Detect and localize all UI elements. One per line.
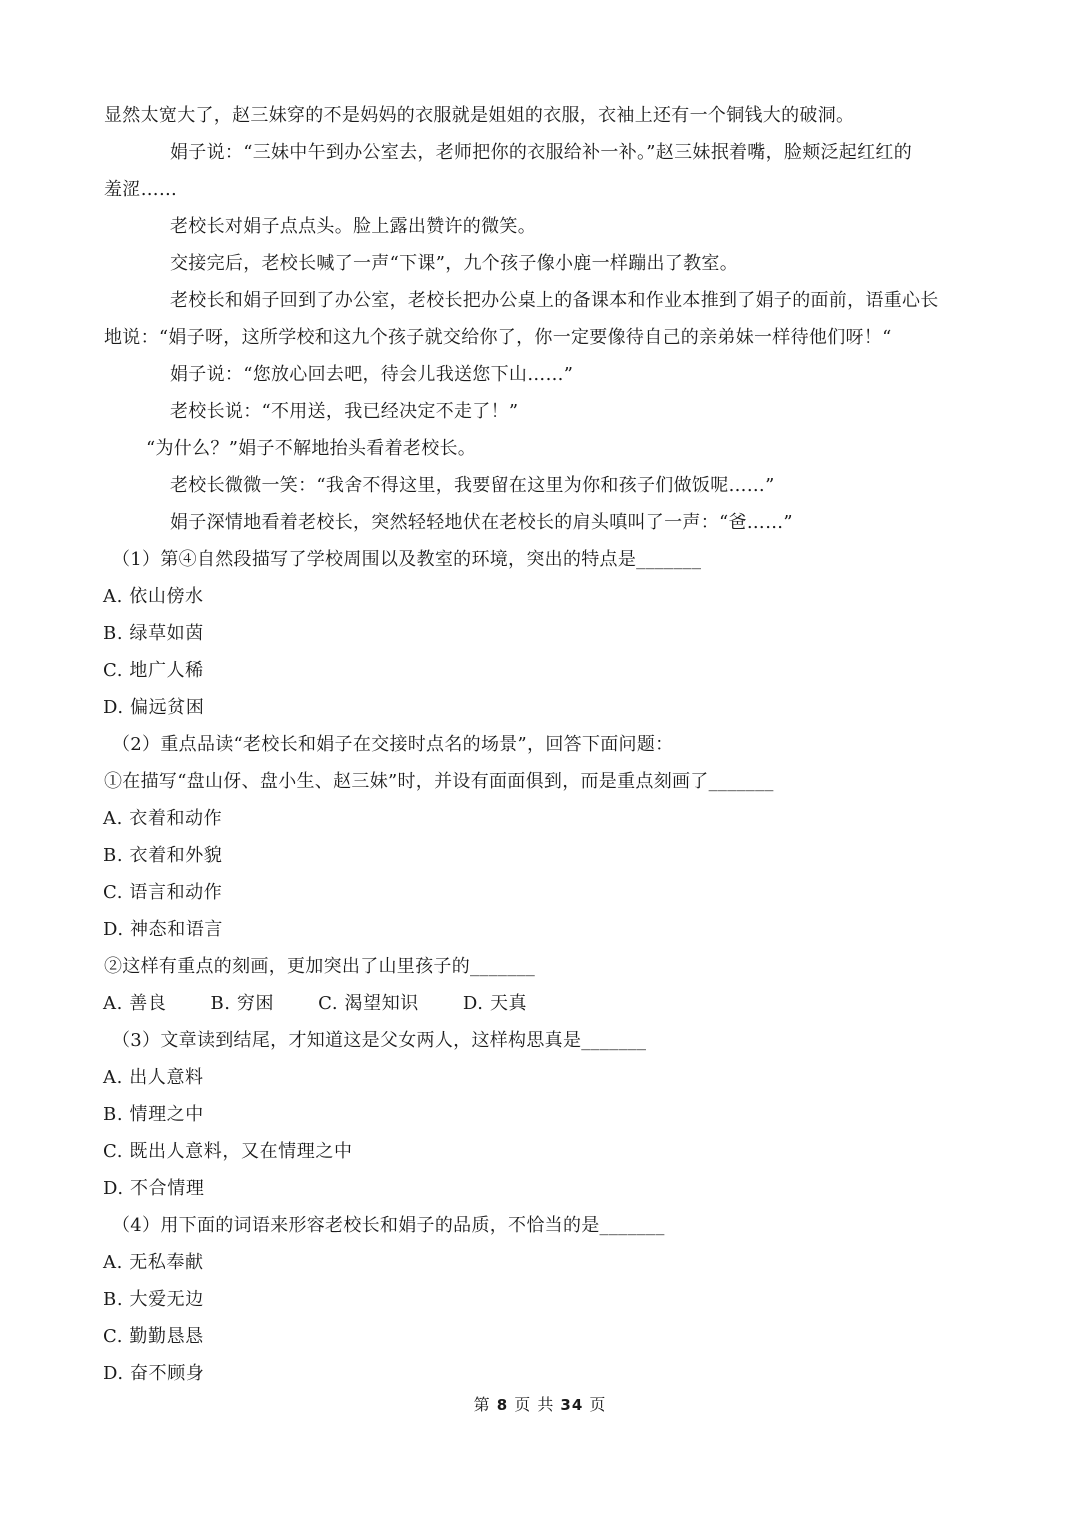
passage-line: 娟子说：“三妹中午到办公室去，老师把你的衣服给补一补。”赵三妹抿着嘴，脸颊泛起红红的	[170, 142, 912, 163]
question-1-option-c: C. 地广人稀	[103, 660, 204, 681]
question-2-sub1-option-b: B. 衣着和外貌	[103, 845, 223, 866]
passage-line: 老校长说：“不用送，我已经决定不走了！”	[170, 401, 519, 422]
passage-line: 娟子说：“您放心回去吧，待会儿我送您下山……”	[170, 364, 574, 385]
question-3-option-a: A. 出人意料	[103, 1067, 204, 1088]
footer-suffix: 页	[589, 1395, 607, 1414]
question-1-option-b: B. 绿草如茵	[103, 623, 204, 644]
passage-line: 羞涩……	[104, 179, 178, 200]
question-2-sub1-option-c: C. 语言和动作	[103, 882, 223, 903]
passage-line: 交接完后，老校长喊了一声“下课”，九个孩子像小鹿一样蹦出了教室。	[170, 253, 739, 274]
question-1-stem: （1）第④自然段描写了学校周围以及教室的环境，突出的特点是_______	[112, 549, 702, 570]
question-4-option-d: D. 奋不顾身	[103, 1363, 205, 1384]
question-2-sub1-option-d: D. 神态和语言	[103, 919, 224, 940]
question-4-option-c: C. 勤勤恳恳	[103, 1326, 204, 1347]
question-2-sub2-stem: ②这样有重点的刻画，更加突出了山里孩子的_______	[104, 956, 536, 977]
question-3-option-c: C. 既出人意料，又在情理之中	[103, 1141, 353, 1162]
passage-line: 地说：“娟子呀，这所学校和这九个孩子就交给你了，你一定要像待自己的亲弟妹一样待他们呀！“	[104, 327, 892, 348]
question-4-option-a: A. 无私奉献	[103, 1252, 204, 1273]
passage-line: 显然太宽大了，赵三妹穿的不是妈妈的衣服就是姐姐的衣服，衣袖上还有一个铜钱大的破洞。	[104, 105, 855, 126]
passage-line: 老校长对娟子点点头。脸上露出赞许的微笑。	[170, 216, 536, 237]
question-2-sub2-option-a: A. 善良	[103, 993, 167, 1014]
question-1-option-d: D. 偏远贫困	[103, 697, 205, 718]
question-1-option-a: A. 依山傍水	[103, 586, 204, 607]
question-2-sub1-option-a: A. 衣着和动作	[103, 808, 223, 829]
question-3-stem: （3）文章读到结尾，才知道这是父女两人，这样构思真是_______	[112, 1030, 647, 1051]
question-4-option-b: B. 大爱无边	[103, 1289, 204, 1310]
footer-total-pages: 34	[560, 1396, 584, 1414]
footer-prefix: 第	[473, 1395, 491, 1414]
passage-line: 娟子深情地看着老校长，突然轻轻地伏在老校长的肩头嗔叫了一声：“爸……”	[170, 512, 793, 533]
question-3-option-d: D. 不合情理	[103, 1178, 205, 1199]
question-2-sub2-option-c: C. 渴望知识	[318, 993, 419, 1014]
page-footer	[0, 1395, 1080, 1415]
passage-line: “为什么？”娟子不解地抬头看着老校长。	[146, 438, 477, 459]
footer-middle: 页 共	[514, 1395, 555, 1414]
question-2-sub2-option-b: B. 穷困	[210, 993, 275, 1014]
question-4-stem: （4）用下面的词语来形容老校长和娟子的品质，不恰当的是_______	[112, 1215, 665, 1236]
question-2-sub1-stem: ①在描写“盘山伢、盘小生、赵三妹”时，并设有面面俱到，而是重点刻画了_______	[104, 771, 774, 792]
question-2-sub2-options	[103, 993, 571, 1015]
footer-page-number: 8	[496, 1396, 509, 1414]
question-3-option-b: B. 情理之中	[103, 1104, 204, 1125]
question-2-stem: （2）重点品读“老校长和娟子在交接时点名的场景”，回答下面问题：	[112, 734, 674, 755]
question-2-sub2-option-d: D. 天真	[462, 993, 528, 1014]
passage-line: 老校长微微一笑：“我舍不得这里，我要留在这里为你和孩子们做饭呢……”	[170, 475, 775, 496]
passage-line: 老校长和娟子回到了办公室，老校长把办公桌上的备课本和作业本推到了娟子的面前，语重心长	[170, 290, 939, 311]
